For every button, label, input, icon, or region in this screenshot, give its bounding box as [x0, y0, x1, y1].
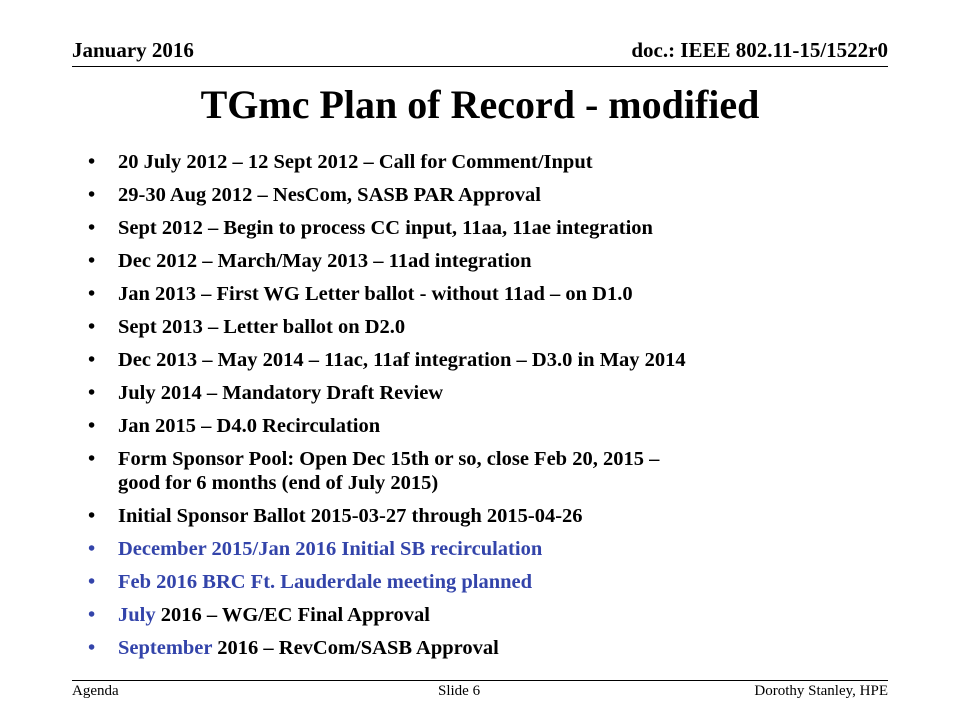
bullet-text: Jan 2015 – D4.0 Recirculation [118, 415, 381, 437]
bullet-dot: • [88, 448, 96, 470]
bullet-list [88, 150, 888, 660]
bullet-dot: • [88, 637, 96, 659]
bullet-item [88, 150, 888, 174]
bullet-item [88, 348, 888, 372]
bullet-dot: • [88, 316, 96, 338]
bullet-text: 29-30 Aug 2012 – NesCom, SASB PAR Approval [118, 184, 541, 206]
bullet-dot: • [88, 250, 96, 272]
bullet-item [88, 249, 888, 273]
footer-slide-number: Slide 6 [438, 683, 481, 699]
bullet-item [88, 636, 888, 660]
bullet-text: Form Sponsor Pool: Open Dec 15th or so, close Feb 20, 2015 – [118, 448, 660, 470]
bullet-text: December 2015/Jan 2016 Initial SB recirculation [118, 538, 543, 560]
header-rule [72, 66, 888, 67]
bullet-item [88, 570, 888, 594]
bullet-text-part: July [118, 604, 161, 626]
footer-rule [72, 680, 888, 681]
bullet-dot: • [88, 349, 96, 371]
bullet-item [88, 447, 888, 495]
header-date: January 2016 [72, 38, 194, 62]
bullet-dot: • [88, 604, 96, 626]
bullet-item [88, 282, 888, 306]
bullet-text-part: 2016 – WG/EC Final Approval [160, 604, 430, 626]
bullet-item [88, 414, 888, 438]
bullet-dot: • [88, 382, 96, 404]
bullet-dot: • [88, 538, 96, 560]
slide-title: TGmc Plan of Record - modified [200, 82, 760, 127]
header-doc-number: doc.: IEEE 802.11-15/1522r0 [631, 38, 888, 62]
bullet-text: 20 July 2012 – 12 Sept 2012 – Call for Comment/Input [118, 151, 593, 173]
footer-left: Agenda [72, 683, 119, 699]
bullet-dot: • [88, 571, 96, 593]
bullet-dot: • [88, 283, 96, 305]
bullet-dot: • [88, 415, 96, 437]
bullet-text-part: September [118, 637, 218, 659]
bullet-text: Feb 2016 BRC Ft. Lauderdale meeting planned [118, 571, 532, 593]
bullet-item [88, 183, 888, 207]
bullet-text: Sept 2013 – Letter ballot on D2.0 [118, 316, 406, 338]
bullet-text: Dec 2013 – May 2014 – 11ac, 11af integration – D3.0 in May 2014 [118, 349, 686, 371]
bullet-item [88, 603, 888, 627]
bullet-text: Sept 2012 – Begin to process CC input, 11aa, 11ae integration [118, 217, 653, 239]
bullet-dot: • [88, 505, 96, 527]
footer-author: Dorothy Stanley, HPE [754, 683, 888, 699]
bullet-text: good for 6 months (end of July 2015) [118, 472, 439, 494]
bullet-item [88, 216, 888, 240]
bullet-dot: • [88, 184, 96, 206]
bullet-text: Initial Sponsor Ballot 2015-03-27 through 2015-04-26 [118, 505, 583, 527]
bullet-text: July 2014 – Mandatory Draft Review [118, 382, 444, 404]
bullet-item [88, 381, 888, 405]
bullet-dot: • [88, 151, 96, 173]
bullet-text: Jan 2013 – First WG Letter ballot - without 11ad – on D1.0 [118, 283, 633, 305]
bullet-item [88, 537, 888, 561]
bullet-item [88, 315, 888, 339]
bullet-dot: • [88, 217, 96, 239]
bullet-text-part: 2016 – RevCom/SASB Approval [217, 637, 499, 659]
bullet-text: Dec 2012 – March/May 2013 – 11ad integration [118, 250, 532, 272]
bullet-item [88, 504, 888, 528]
